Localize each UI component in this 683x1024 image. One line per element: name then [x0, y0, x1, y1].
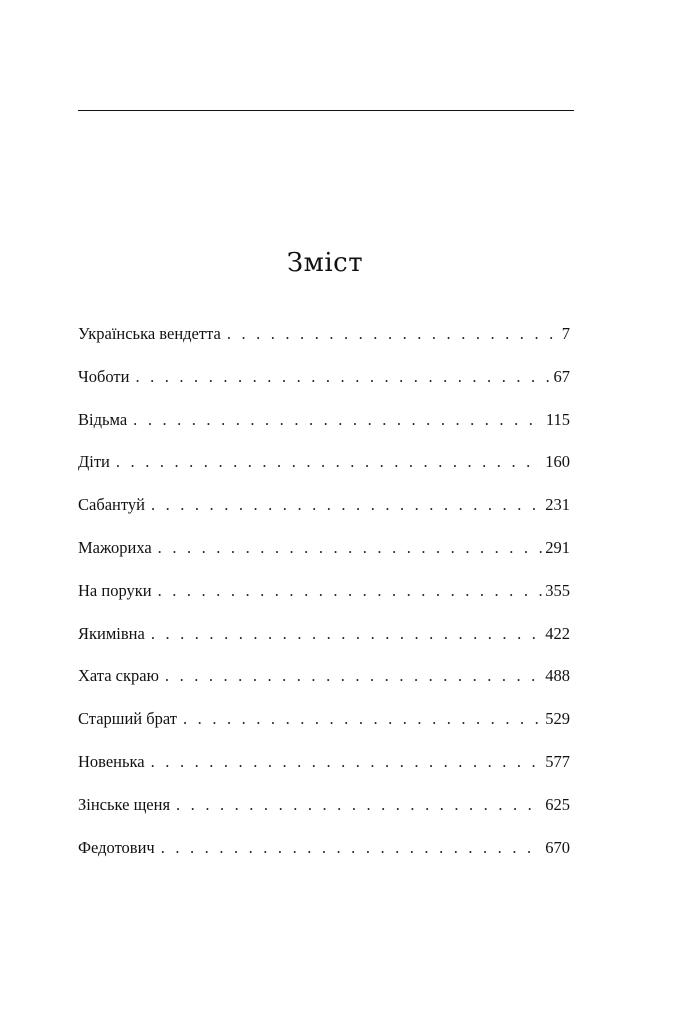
dot-leader — [158, 540, 543, 557]
dot-leader — [151, 497, 542, 514]
toc-entry-page: 231 — [545, 495, 570, 515]
toc-entry-title: Зінське щеня — [78, 794, 171, 814]
toc-entry-page: 355 — [545, 580, 570, 600]
toc-entry[interactable] — [78, 454, 570, 497]
dot-leader — [135, 369, 550, 386]
table-of-contents — [78, 326, 570, 882]
toc-entry[interactable] — [78, 837, 570, 883]
toc-entry-title: Федотович — [78, 837, 155, 857]
dot-leader — [165, 668, 542, 685]
dot-leader — [151, 754, 543, 771]
toc-entry-title: Новенька — [78, 751, 145, 771]
dot-leader — [158, 583, 543, 600]
toc-entry-page: 577 — [545, 751, 570, 771]
toc-entry-page: 7 — [561, 324, 570, 343]
toc-entry-page: 670 — [545, 837, 570, 857]
dot-leader — [183, 711, 542, 728]
dot-leader — [116, 454, 542, 471]
toc-entry[interactable] — [78, 794, 570, 840]
toc-entry-page: 625 — [545, 794, 570, 814]
top-rule — [78, 110, 574, 111]
toc-entry[interactable] — [78, 497, 570, 540]
toc-entry[interactable] — [78, 580, 570, 626]
toc-entry-title: Сабантуй — [78, 495, 145, 515]
toc-entry[interactable] — [78, 409, 570, 455]
toc-entry[interactable] — [78, 326, 570, 369]
toc-entry-title: Хата скраю — [78, 666, 159, 686]
toc-entry-page: 529 — [545, 709, 570, 729]
toc-entry-page: 291 — [545, 537, 570, 557]
toc-entry-title: Чоботи — [78, 366, 130, 386]
toc-entry-title: Старший брат — [78, 709, 178, 729]
dot-leader — [161, 840, 543, 857]
toc-entry-title: На поруки — [78, 580, 152, 600]
toc-entry[interactable] — [78, 751, 570, 797]
dot-leader — [176, 797, 542, 814]
toc-entry[interactable] — [78, 366, 570, 412]
toc-entry-title: Відьма — [78, 409, 128, 429]
toc-entry-title: Мажориха — [78, 537, 152, 557]
page-title: Зміст — [286, 248, 364, 278]
toc-entry-page: 160 — [545, 452, 570, 472]
toc-entry[interactable] — [78, 537, 570, 583]
toc-entry-title: Діти — [78, 452, 110, 472]
toc-entry[interactable] — [78, 623, 570, 669]
toc-entry-title: Якимівна — [78, 623, 145, 643]
dot-leader — [151, 626, 542, 643]
toc-entry[interactable] — [78, 711, 570, 754]
dot-leader — [227, 326, 559, 343]
toc-entry-page: 67 — [553, 366, 570, 386]
toc-entry-page: 115 — [545, 409, 570, 429]
toc-entry-page: 488 — [545, 666, 570, 686]
toc-entry[interactable] — [78, 668, 570, 711]
toc-entry-page: 422 — [545, 623, 570, 643]
toc-entry-title: Українська вендетта — [78, 324, 221, 343]
dot-leader — [133, 412, 543, 429]
